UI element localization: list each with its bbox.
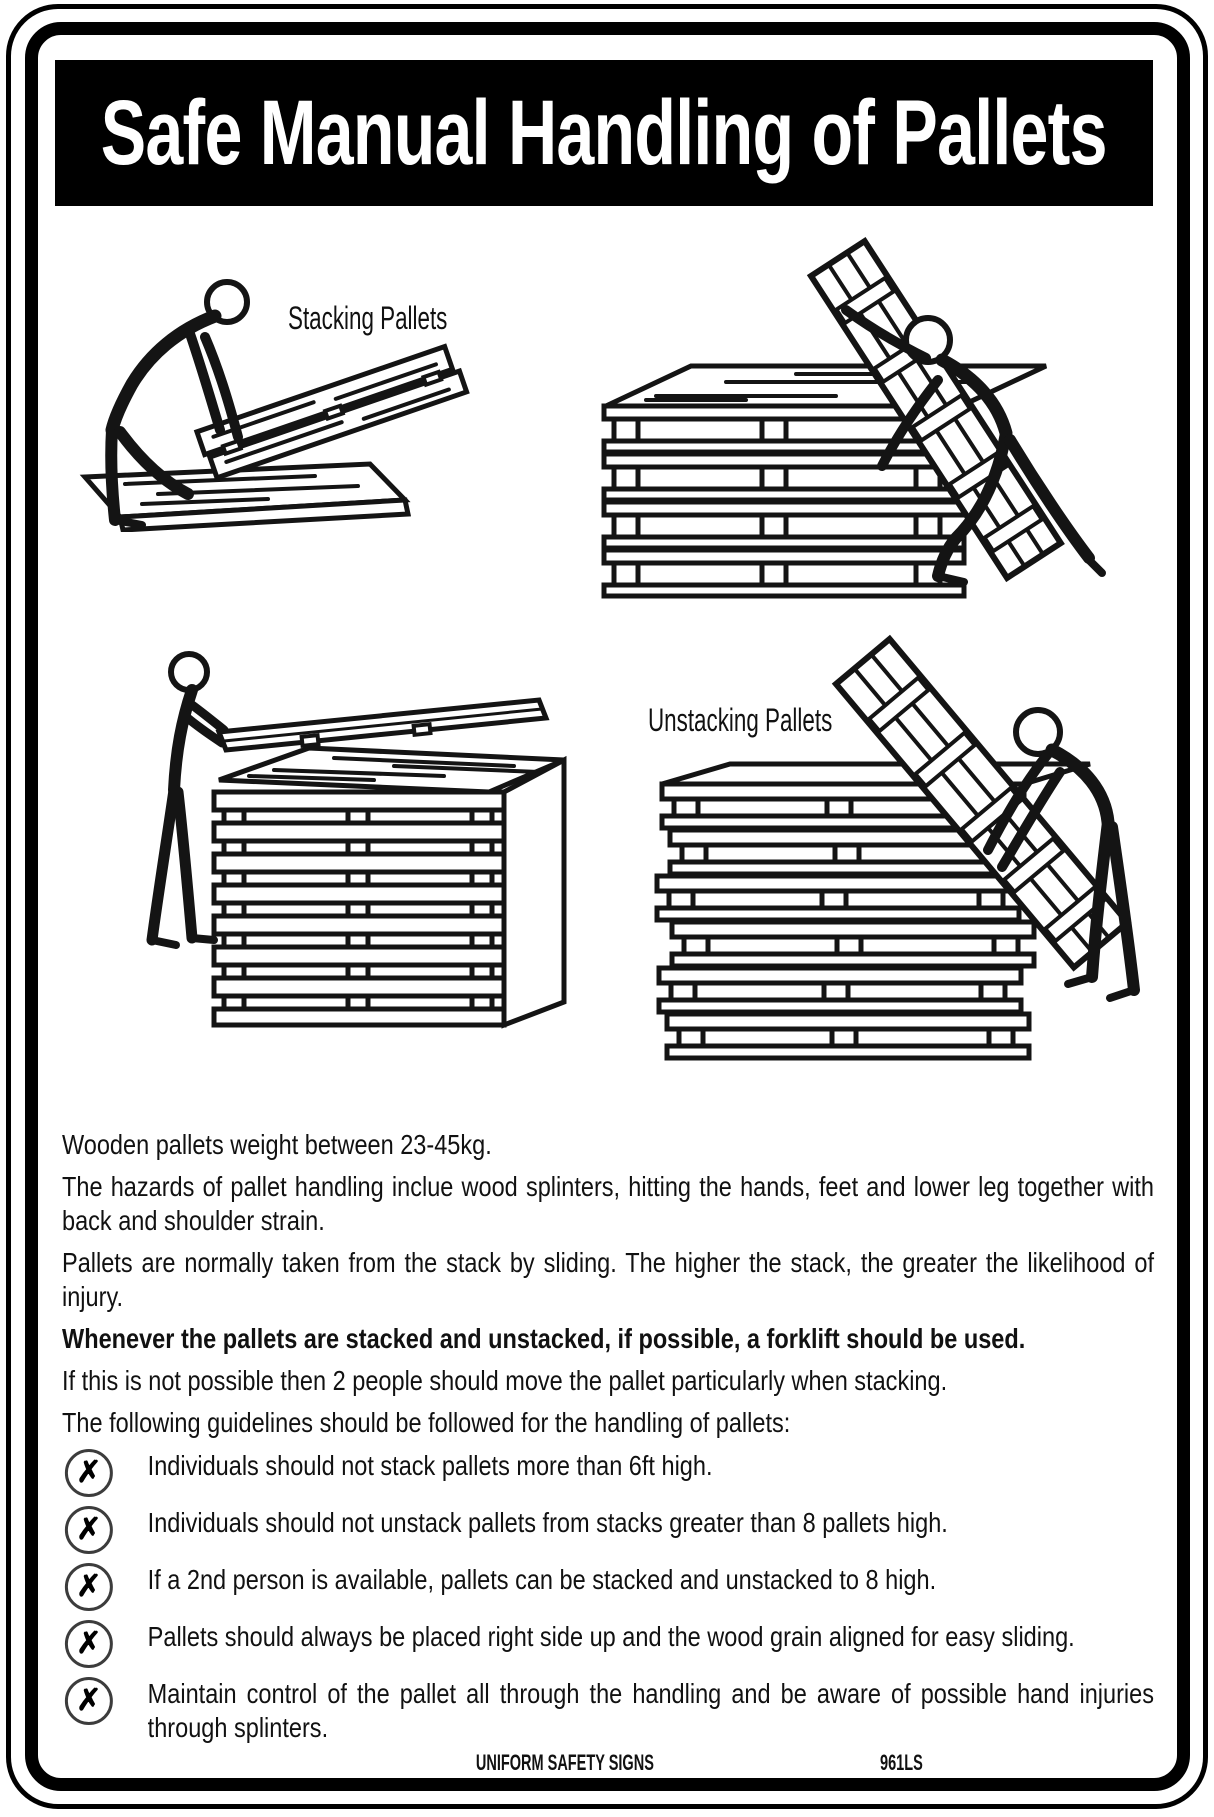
x-mark-icon	[65, 1677, 113, 1725]
stacking-slide-illustration	[84, 630, 584, 1070]
tilted-pallet	[197, 345, 467, 480]
guideline-item	[69, 1449, 1154, 1497]
guideline-item	[69, 1506, 1154, 1554]
paragraph-forklift: Whenever the pallets are stacked and unstacked, if possible, a forklift should be used.	[62, 1323, 1026, 1354]
paragraph-hazards: The hazards of pallet handling inclue wood splinters, hitting the hands, feet and lower leg together with back and shoulder strain.	[62, 1171, 1154, 1236]
brand-name-text: UNIFORM SAFETY SIGNS	[475, 1750, 655, 1775]
guideline-text: Pallets should always be placed right side up and the wood grain aligned for easy sliding.	[147, 1621, 1075, 1652]
catalog-code	[869, 1750, 934, 1776]
paragraph-guidelines-intro: The following guidelines should be followed for the handling of pallets:	[62, 1407, 791, 1438]
brand-name	[370, 1750, 760, 1776]
catalog-code-text: 961LS	[880, 1750, 923, 1775]
x-mark-glyph: ✗	[76, 1627, 102, 1660]
paragraph-two-people: If this is not possible then 2 people should move the pallet particularly when stacking.	[62, 1365, 948, 1396]
x-mark-glyph: ✗	[76, 1513, 102, 1546]
guideline-text: Individuals should not stack pallets more than 6ft high.	[147, 1450, 713, 1481]
paragraph-sliding: Pallets are normally taken from the stack by sliding. The higher the stack, the greater the likelihood of injury.	[62, 1247, 1154, 1312]
stacking-lift-illustration	[70, 232, 470, 532]
x-mark-icon	[65, 1449, 113, 1497]
sign-title: Safe Manual Handling of Pallets	[100, 81, 1108, 184]
x-mark-icon	[65, 1620, 113, 1668]
body-text	[62, 1128, 1156, 1754]
guideline-text: Maintain control of the pallet all through the handling and be aware of possible hand injuries through splinters.	[147, 1678, 1154, 1743]
pallet-stack-7	[214, 748, 564, 1025]
x-mark-glyph: ✗	[76, 1684, 102, 1717]
guideline-text: Individuals should not unstack pallets from stacks greater than 8 pallets high.	[147, 1507, 948, 1538]
guideline-item	[69, 1563, 1154, 1611]
stacking-tilt-illustration	[586, 228, 1106, 608]
unstacking-illustration	[640, 632, 1155, 1072]
guideline-item	[69, 1620, 1154, 1668]
sliding-pallet	[219, 700, 546, 750]
guideline-text: If a 2nd person is available, pallets can be stacked and unstacked to 8 high.	[147, 1564, 937, 1595]
paragraph-weight: Wooden pallets weight between 23-45kg.	[62, 1129, 492, 1160]
x-mark-icon	[65, 1506, 113, 1554]
unstacking-label: Unstacking Pallets	[648, 702, 833, 738]
stacking-label: Stacking Pallets	[288, 300, 448, 336]
x-mark-glyph: ✗	[76, 1570, 102, 1603]
x-mark-glyph: ✗	[76, 1456, 102, 1489]
guideline-item	[69, 1677, 1154, 1745]
x-mark-icon	[65, 1563, 113, 1611]
title-band	[55, 60, 1153, 206]
